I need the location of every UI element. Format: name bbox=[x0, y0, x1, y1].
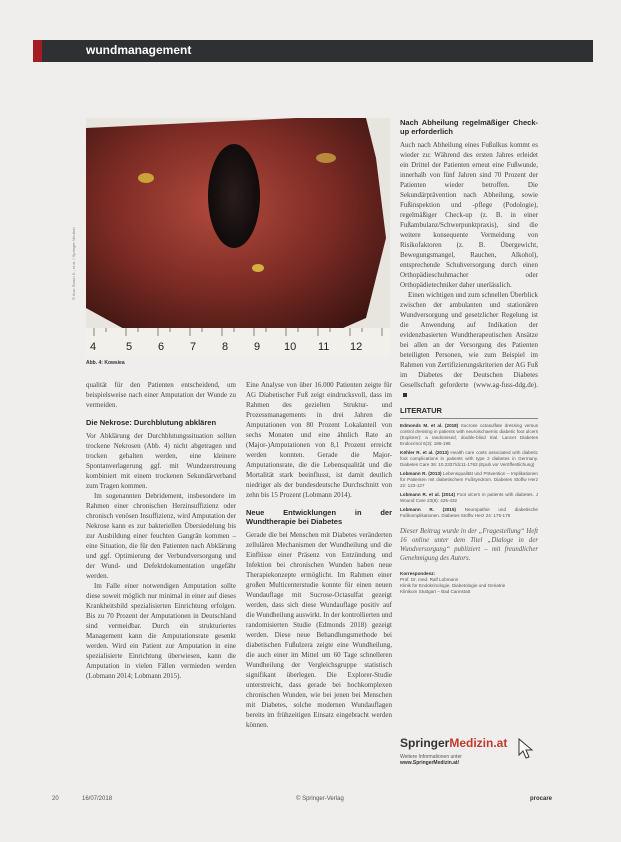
text-column-3 bbox=[400, 118, 538, 595]
author-line: Klinik für Endokrinologie, Diabetologie und Geriatrie bbox=[400, 583, 506, 588]
reference-text: Health care costs associated with diabetic foot complications in patients with type 2 diabetes in Germany. Diabetes Care 36: 10.2337/dc11-1763 (Epub vor Veröffentlichung) bbox=[400, 450, 538, 467]
logo-accent: Medizin.at bbox=[449, 736, 508, 750]
author-label: Korrespondenz: bbox=[400, 571, 436, 576]
wound-photo-graphic bbox=[86, 118, 390, 356]
section-header-marker bbox=[33, 40, 42, 62]
reference-text: Sucrose octasulfate dressing versus control dressing in patients with neuroischaemic diabetic foot ulcers (Explorer): a randomised, double-blind trial. Lancet Diabetes Endocrinol 6(3): 186-196 bbox=[400, 423, 539, 446]
cursor-icon bbox=[518, 738, 534, 760]
reference-author: Edmonds M. et al. (2018) bbox=[400, 423, 459, 428]
reference-item bbox=[400, 492, 538, 504]
reference-text: Foot ulcers in patients with diabetes. J Wound Care 23(8): 425-432 bbox=[400, 492, 538, 503]
author-line: Klinikum Stuttgart – Bad Cannstatt bbox=[400, 589, 471, 594]
reference-text: Lebensqualität und Prävention – Implikationen für Patienten mit diabetischem Fußsyndrom. Diabetes Stoffw Herz 22: 123-127 bbox=[400, 471, 538, 488]
author-contact bbox=[400, 571, 538, 595]
springer-promo bbox=[400, 736, 538, 804]
paragraph: Im sogenannten Debridement, insbesondere im Rahmen einer chronischen Herzinsuffizienz oder chronisch venösen Insuffizienz, wird Amputation der Nekrose kann es zur bakteriellen Übersiedelung bis zur Ausbildung einer feuchten Gangrän kommen – eine Situation, die für den Patienten nach Abklärung und ggf. Optimierung der Verbundversorgung und der Wund- und Defektdokumentation ungefähr werden. bbox=[86, 492, 236, 580]
logo-primary: Springer bbox=[400, 736, 450, 750]
lesion-spot bbox=[138, 173, 154, 183]
publication-note: Dieser Beitrag wurde in der „Fragestellung“ Heft 16 online unter dem Titel „Dialoge in der Wundversorgung“ publiziert – mit freundlicher Genehmigung des Autors. bbox=[400, 528, 538, 562]
section-title: wundmanagement bbox=[86, 43, 192, 57]
paragraph: qualität für den Patienten entscheidend, um beispielsweise nach einer Amputation der Wunde zu vermeiden. bbox=[86, 381, 236, 409]
section-heading: Die Nekrose: Durchblutung abklären bbox=[86, 418, 217, 427]
springer-link[interactable]: www.SpringerMedizin.at/ bbox=[400, 760, 459, 766]
ruler-number: 8 bbox=[222, 341, 229, 353]
reference-item bbox=[400, 423, 538, 447]
reference-item bbox=[400, 507, 538, 519]
necrosis-area bbox=[208, 144, 260, 248]
section-heading: Neue Entwicklungen in der Wundtherapie bei Diabetes bbox=[246, 508, 392, 526]
journal-name: procare bbox=[530, 796, 553, 802]
text-column-2 bbox=[246, 380, 392, 730]
paragraph: Auch nach Abheilung eines Fußulkus kommt es wieder zu: Während des ersten Jahres erleidet ein Drittel der Patienten erneut eine Fußwunde, innerhalb von fünf Jahren sind 70 Prozent der Patienten wieder betroffen. Die Sekundärprävention nach Abheilung, sowie Fußinspektion und -pflege (Podologie), regelmäßiger Check-up (z. B. in einer Fußambulanz/Schwerpunktpraxis), sind die weitere konsequente Vermeidung von Risikofaktoren (z. B. Übergewicht, Bewegungsmangel, Rauchen, Alkohol), entsprechende Schuhversorgung durch einen Orthopädieschuhmacher oder Orthopädietechniker daher unerlässlich. bbox=[400, 141, 538, 289]
reference-author: Lobmann R. et al. (2014) bbox=[400, 492, 456, 497]
figure-caption: Abb. 4: Kowsiea bbox=[86, 360, 125, 366]
reference-text: Neuropathie und diabetische Fußkomplikationen. Diabetes Stoffw Herz 24: 175-178 bbox=[400, 507, 538, 518]
ruler-number: 7 bbox=[190, 341, 197, 353]
ruler-number: 11 bbox=[318, 341, 330, 353]
reference-author: Köhler R. et al. (2013) bbox=[400, 450, 449, 455]
reference-item bbox=[400, 450, 538, 468]
paragraph: Gerade die bei Menschen mit Diabetes veränderten zellulären Mechanismen der Wundheilung und die Einflüsse einer Präsenz von Entzündung und Infektion bei chronischen Wunden haben neue Therapiekonzepte ermöglicht. Im Rahmen einer großen Multicenterstudie konnte für einen neuen Wundauflage mit Sucrose-Octasulfat gezeigt werden, dass sich diese Wundauflage positiv auf die Wundheilung auswirkt. In der kontrollierten und randomisierten Studie (Edmonds 2018) gezeigt werden. Diese neue Behandlungsmethode bei diabetischen Fußulzera zeigte eine Wundheilung, die auch einer im Mittel um 60 Tage schnelleren Wundheilung der Vergleichsgruppe statistisch signifikant überlegen. Die Explorer-Studie unterstreicht, dass gerade bei hochkomplexen chronischen Wunden, wie bei jenen bei Menschen mit Diabetes, solche modernen Wundauflagen bereits im frühzeitigen Einsatz eingebracht werden können. bbox=[246, 531, 392, 729]
ruler-number: 6 bbox=[158, 341, 165, 353]
lesion-spot bbox=[316, 153, 336, 163]
page-number: 20 bbox=[52, 796, 59, 802]
ruler-number: 9 bbox=[254, 341, 261, 353]
wound-photo bbox=[86, 118, 390, 356]
ruler-number: 4 bbox=[90, 341, 97, 353]
paragraph: Eine Analyse von über 16.000 Patienten zeigte für AG Diabetischer Fuß zeigt eindrucksvoll, dass im Rahmen des gezielten Struktur- und Prozessmanagements in drei Jahren die Amputationen von 80 Prozent Lokalanteil von sechs Monaten und eine ähnlich Rate an (Major-)Amputationen von 8,1 Prozent erreicht werden konnten. Gerade die Major-Amputationsrate, die die Lebensqualität und die Mortalität stark beeinflusst, ist damit deutlich niedriger als der bundesdeutsche Durchschnitt von zehn bis 15 Prozent (Lobmann 2014). bbox=[246, 381, 392, 499]
paragraph: Im Falle einer notwendigen Amputation sollte diese soweit möglich nur minimal in einer auf dieses Krankheitsbild spezialisierten Einrichtung erfolgen. Bis zu 70 Prozent der Amputationen in Deutschland sind vermeidbar. Durch ein strukturiertes Management kann die Amputationsrate gesenkt werden. Wird ein Patient zur Amputation in eine spezialisierte Einrichtung überwiesen, kann die Amputation in vielen Fällen vermieden werden (Lobmann 2014; Lobmann 2015). bbox=[86, 582, 236, 680]
lesion-spot bbox=[252, 264, 264, 272]
photo-credit: © Aus: Braun K., et al. / Springer Medizin bbox=[71, 227, 76, 300]
reference-item bbox=[400, 471, 538, 489]
reference-author: Lobmann R. (2013) bbox=[400, 471, 442, 476]
publisher: © Springer-Verlag bbox=[296, 796, 344, 802]
literature-heading: LITERATUR bbox=[400, 406, 538, 419]
issue-date: 16/07/2018 bbox=[82, 796, 113, 802]
end-of-article-mark bbox=[403, 393, 407, 397]
ruler-number: 12 bbox=[350, 341, 363, 353]
author-line: Prof. Dr. med. Ralf Lobmann bbox=[400, 577, 459, 582]
paragraph: Vor Abklärung der Durchblutungssituation sollten trockene Nekrosen (Abb. 4) nicht abgetragen und trocken gehalten werden, eine kleinere Spontanverlagerung ggf. mit Wundzerstreuung kombiniert mit einem trockenen Sekundärverband zum Tragen kommen. bbox=[86, 432, 236, 490]
reference-author: Lobmann R. (2015) bbox=[400, 507, 456, 512]
reference-list bbox=[400, 423, 538, 519]
ruler-numbers bbox=[90, 341, 362, 353]
paragraph-text: Einen wichtigen und zum schnellen Überblick zwischen der ambulanten und stationären Wundversorgung und gesetzlicher Regelung ist die Anwendung auf Indikation der evidenzbasierten Wundtherapeutischen Ansätze bei allen an der Versorgung des Patienten beteiligten Personen, wie zum Beispiel im Rahmen von Zertifizierungskriterien der AG Fuß im Diabetes der Deutschen Diabetes Gesellschaft geforderte (www.ag-fuss-ddg.de). bbox=[400, 291, 538, 389]
text-column-1 bbox=[86, 380, 236, 681]
paragraph bbox=[400, 290, 538, 400]
ruler-number: 5 bbox=[126, 341, 133, 353]
section-heading: Nach Abheilung regelmäßiger Check-up erforderlich bbox=[400, 118, 538, 136]
springer-info-text: Weitere Informationen unter bbox=[400, 754, 462, 760]
ruler-number: 10 bbox=[284, 341, 297, 353]
